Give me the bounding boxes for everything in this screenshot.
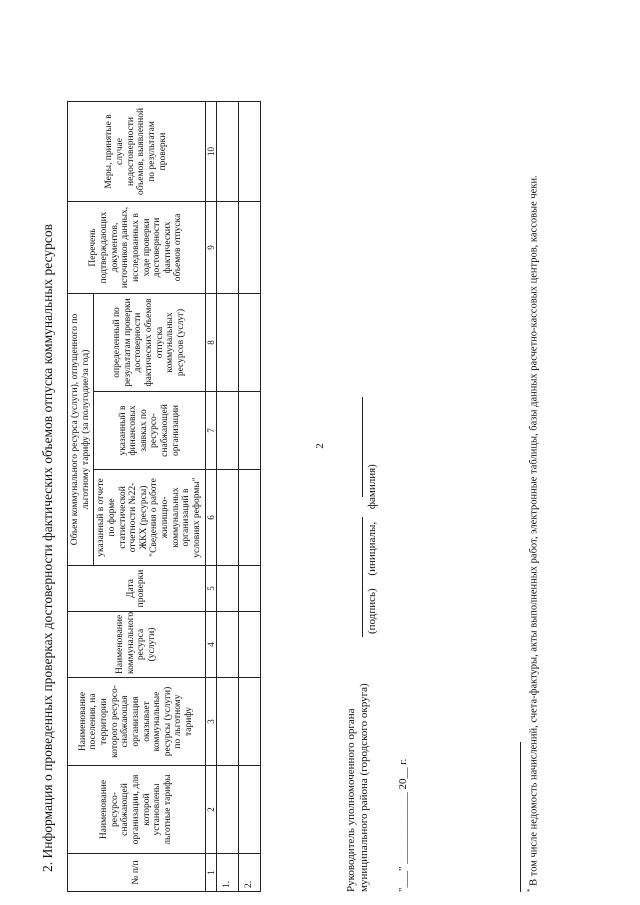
page-number: 2 <box>314 443 326 449</box>
column-number: 1 <box>205 854 216 892</box>
column-number: 10 <box>205 101 216 201</box>
date-line: "___" _____________ 20__ г. <box>397 758 409 892</box>
table-cell <box>216 766 238 854</box>
table-cell <box>216 678 238 766</box>
header-settlement: Наименование поселения, на территории которого ресурсо-снабжающая организация оказывает коммунальные ресурсы (услуги) по льготному тарифу <box>68 678 206 766</box>
table-cell <box>238 101 260 201</box>
header-documents: Перечень подтверждающих документов, источников данных, исследованных в ходе проверки достоверности фактических объемов отпуска <box>68 201 206 293</box>
column-number: 4 <box>205 612 216 678</box>
header-resource: Наименование коммунального ресурса (услуги) <box>68 612 206 678</box>
table-cell <box>238 201 260 293</box>
footnote-text: В том числе недомость начислений, счета-фактуры, акты выполненных работ, электронные таблицы, базы данных расчетно-кассовых центров, кассовые чеки. <box>528 175 540 889</box>
row-number: 2. <box>238 854 260 892</box>
table-cell <box>238 566 260 612</box>
table-cell <box>216 201 238 293</box>
header-row <box>68 101 94 891</box>
rotated-page-content <box>40 32 600 892</box>
column-numbers-row <box>205 101 216 891</box>
table-cell <box>238 678 260 766</box>
footnote <box>526 62 542 892</box>
table-cell <box>216 392 238 470</box>
header-measures: Меры, принятые в случае недостоверности объемов, выявленной по результатам проверки <box>68 101 206 201</box>
table-cell <box>216 293 238 391</box>
signature-title-line2: муниципального района (городского округа) <box>358 683 371 892</box>
table-cell <box>216 612 238 678</box>
table-row <box>216 101 238 891</box>
column-number: 9 <box>205 201 216 293</box>
table-row <box>238 101 260 891</box>
verification-table <box>67 101 261 892</box>
table-cell <box>238 293 260 391</box>
table-cell <box>238 392 260 470</box>
name-underline <box>362 397 363 497</box>
footnote-marker: * <box>526 888 534 892</box>
table-cell <box>216 470 238 566</box>
signature-caption <box>366 464 378 634</box>
column-number: 7 <box>205 392 216 470</box>
column-number: 5 <box>205 566 216 612</box>
header-verified-volume: определенный по результатам проверки достоверности фактических объемов отпуска коммунальных ресурсов (услуг) <box>94 293 205 391</box>
table-cell <box>238 612 260 678</box>
header-volume-group: Объем коммунального ресурса (услуги), отпущенного по льготному тарифу (за полугодие/за год) <box>68 293 94 565</box>
signature-block <box>345 683 371 892</box>
header-number: № п/п <box>68 854 206 892</box>
table-cell <box>216 101 238 201</box>
column-number: 2 <box>205 766 216 854</box>
header-financial-requests: указанный в финансовых заявках по ресурсо-снабжающей организации <box>94 392 205 470</box>
signature-caption-sign: (подпись) <box>366 588 378 634</box>
header-statistical-report: указанный в отчете по форме статистической отчетности №22-ЖКХ (ресурсы) "Сведения о работе жилищно-коммунальных организаций в условиях реформы" <box>94 470 205 566</box>
signature-caption-name: (инициалы, фамилия) <box>366 464 378 576</box>
row-number: 1. <box>216 854 238 892</box>
column-number: 6 <box>205 470 216 566</box>
footnote-divider <box>520 742 521 892</box>
column-number: 3 <box>205 678 216 766</box>
table-cell <box>216 566 238 612</box>
signature-title-line1: Руководитель уполномоченного органа <box>345 708 357 892</box>
table-cell <box>238 766 260 854</box>
table-cell <box>238 470 260 566</box>
header-check-date: Дата проверки <box>68 566 206 612</box>
document-title: 2. Информация о проведенных проверках достоверности фактических объемов отпуска коммунальных ресурсов <box>40 223 55 872</box>
column-number: 8 <box>205 293 216 391</box>
header-organization: Наименование ресурсо-снабжающей организации, для которой установлены льготные тарифы <box>68 766 206 854</box>
signature-underline <box>362 517 363 637</box>
